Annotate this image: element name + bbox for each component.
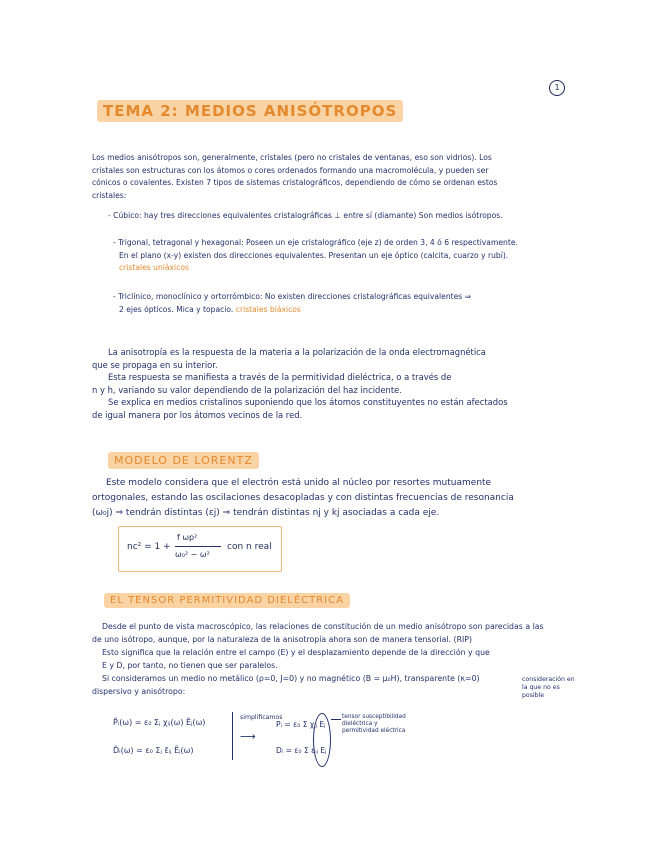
para-line: Desde el punto de vista macroscópico, las relaciones de constitución de un medio anisótropo son parecidas a las (102, 622, 544, 631)
intro-line: cristales son estructuras con los átomos o cores ordenados formando una macromolécula, y pueden ser (92, 165, 489, 175)
lorentz-paragraph (92, 476, 602, 521)
para-line: de igual manera por los átomos vecinos de la red. (92, 409, 303, 420)
page-title: TEMA 2: MEDIOS ANISÓTROPOS (97, 100, 403, 122)
crystal-trigonal (113, 237, 578, 275)
equation-p-simple: Pᵢ = ε₀ Σ χᵢⱼ Eⱼ (276, 720, 326, 729)
equation-p: P̃ᵢ(ω) = ε₀ Σⱼ χᵢⱼ(ω) Ẽⱼ(ω) (113, 718, 206, 727)
crystal-cubic: - Cúbico: hay tres direcciones equivalentes cristalográficas ⊥ entre sí (diamante) Son medios isótropos. (108, 211, 503, 220)
list-item-text: 2 ejes ópticos. Mica y topacio. (119, 304, 234, 314)
crystal-triclinic (113, 291, 578, 316)
intro-paragraph (92, 152, 577, 202)
para-line: que se propaga en su interior. (92, 359, 218, 370)
section-heading-tensor: EL TENSOR PERMITIVIDAD DIELÉCTRICA (104, 593, 350, 608)
para-line: de uno isótropo, aunque, por la naturaleza de la anisotropía ahora son de manera tensorial. (RIP) (92, 635, 473, 644)
para-line: n y h, variando su valor dependiendo de la polarización del haz incidente. (92, 384, 402, 395)
anisotropy-paragraph (92, 346, 592, 422)
transparent-note: consideración en la que no es posible (522, 676, 575, 699)
page-number: 1 (549, 80, 565, 96)
para-line: Se explica en medios cristalinos suponiendo que los átomos constituyentes no están afectados (108, 397, 508, 408)
para-line: Este modelo considera que el electrón está unido al núcleo por resortes mutuamente (106, 478, 492, 488)
para-line: dispersivo y anisótropo: (92, 687, 186, 696)
formula-denominator: ω₀² − ω² (175, 550, 210, 559)
para-line: Si consideramos un medio no metálico (ρ=0, J=0) y no magnético (B = μ₀H), transparente (κ=0) (102, 674, 480, 683)
list-item: - Trigonal, tetragonal y hexagonal: Poseen un eje cristalográfico (eje z) de orden 3, 4 ó 6 respectivamente. (113, 238, 518, 247)
biaxial-note: cristales biáxicos (235, 304, 301, 314)
tensor-side-note: tensor susceptibilidad dieléctrica y permitividad eléctrica (342, 714, 406, 735)
fraction-bar (175, 546, 221, 547)
para-line: ortogonales, estando las oscilaciones desacopladas y con distintas frecuencias de resonancia (92, 493, 514, 503)
list-item (113, 304, 578, 317)
list-item: En el plano (x-y) existen dos direcciones equivalentes. Presentan un eje óptico (calcita, cuarzo y rubí). (119, 250, 509, 260)
para-line: La anisotropía es la respuesta de la materia a la polarización de la onda electromagnética (108, 347, 486, 357)
tensor-circle (313, 713, 331, 767)
para-line: (ω₀j) ⇒ tendrán distintas (εj) ⇒ tendrán distintas nj y kj asociadas a cada eje. (92, 508, 440, 518)
uniaxial-note: cristales uniáxicos (119, 263, 189, 272)
lorentz-formula-box (118, 526, 282, 572)
para-line: E y D, por tanto, no tienen que ser paralelos. (102, 661, 278, 670)
equation-d: D̃ᵢ(ω) = ε₀ Σⱼ ε̃ᵢⱼ Ẽⱼ(ω) (113, 746, 194, 755)
para-line: Esta respuesta se manifiesta a través de la permitividad dieléctrica, o a través de (108, 372, 452, 383)
simplify-label: simplificamos (240, 714, 283, 721)
section-heading-lorentz: MODELO DE LORENTZ (108, 452, 259, 469)
para-line: Esto significa que la relación entre el campo (E) y el desplazamiento depende de la dirección y que (102, 648, 490, 657)
formula-right: con n real (227, 542, 272, 552)
connector-line (331, 719, 341, 721)
arrow-icon: ⟶ (240, 730, 256, 743)
equation-d-simple: Dᵢ = ε₀ Σ εᵢⱼ Eⱼ (276, 746, 327, 755)
formula-left: nc² = 1 + (127, 542, 171, 552)
list-item: - Triclínico, monoclínico y ortorrómbico: No existen direcciones cristalográficas equivalentes ⇒ (113, 292, 472, 301)
intro-line: cristales: (92, 190, 127, 200)
intro-line: Los medios anisótropos son, generalmente, cristales (pero no cristales de ventanas, eso son vidrios). Los (92, 153, 492, 162)
tensor-paragraph (92, 620, 582, 698)
intro-line: cónicos o covalentes. Existen 7 tipos de sistemas cristalográficos, dependiendo de cómo se ordenan estos (92, 178, 498, 187)
formula-numerator: f ωp² (177, 533, 198, 542)
bracket (228, 712, 233, 760)
